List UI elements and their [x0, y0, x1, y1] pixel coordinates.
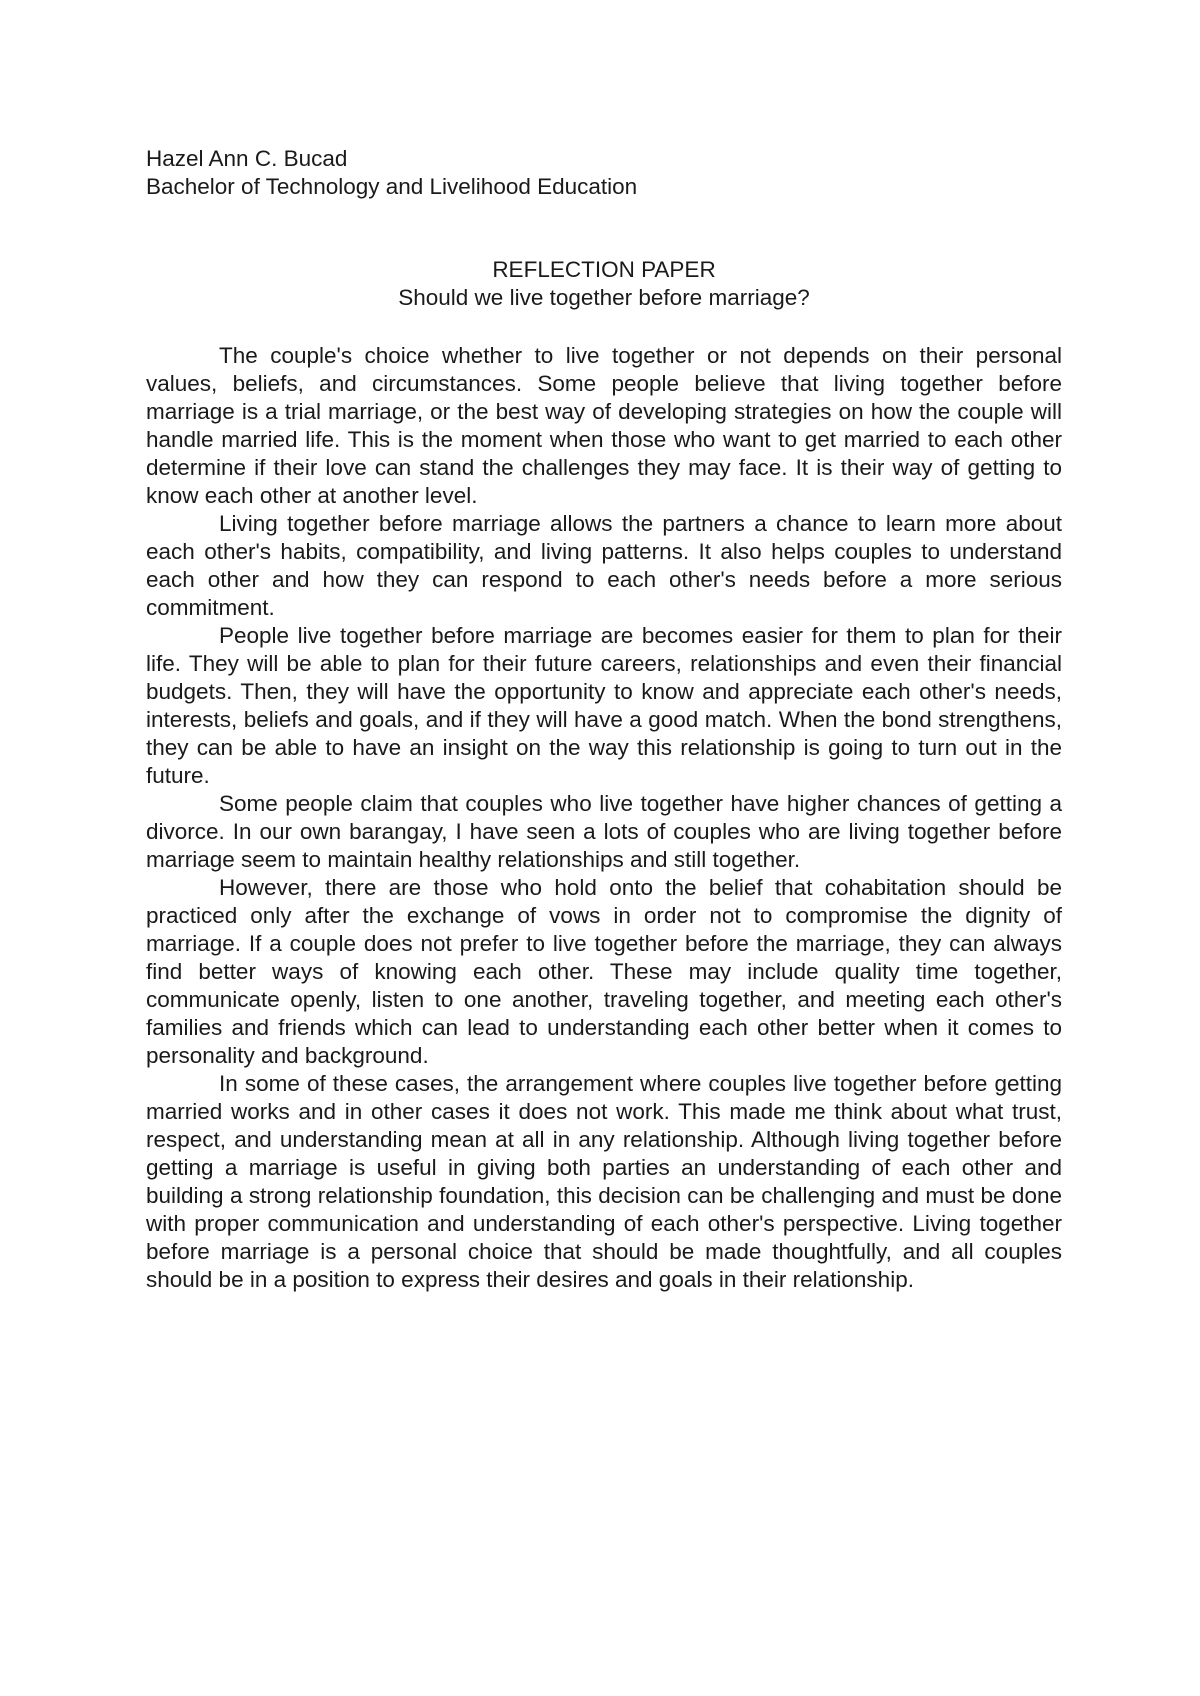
- author-block: [146, 145, 1062, 201]
- author-program: Bachelor of Technology and Livelihood Education: [146, 174, 638, 199]
- body-paragraph: People live together before marriage are becomes easier for them to plan for their life. They will be able to plan for their future careers, relationships and even their financial budgets. Then, they will have the opportunity to know and appreciate each other's needs, interests, beliefs and goals, and if they will have a good match. When the bond strengthens, they can be able to have an insight on the way this relationship is going to turn out in the future.: [146, 623, 1062, 788]
- body-paragraph: However, there are those who hold onto the belief that cohabitation should be practiced only after the exchange of vows in order not to compromise the dignity of marriage. If a couple does not prefer to live together before the marriage, they can always find better ways of knowing each other. These may include quality time together, communicate openly, listen to one another, traveling together, and meeting each other's families and friends which can lead to understanding each other better when it comes to personality and background.: [146, 875, 1062, 1068]
- body-paragraph: Some people claim that couples who live together have higher chances of getting a divorce. In our own barangay, I have seen a lots of couples who are living together before marriage seem to maintain healthy relationships and still together.: [146, 791, 1062, 872]
- paper-title: REFLECTION PAPER: [492, 257, 716, 282]
- heading-block: [146, 256, 1062, 312]
- body-paragraph: In some of these cases, the arrangement where couples live together before getting married works and in other cases it does not work. This made me think about what trust, respect, and understanding mean at all in any relationship. Although living together before getting a marriage is useful in giving both parties an understanding of each other and building a strong relationship foundation, this decision can be challenging and must be done with proper communication and understanding of each other's perspective. Living together before marriage is a personal choice that should be made thoughtfully, and all couples should be in a position to express their desires and goals in their relationship.: [146, 1071, 1062, 1292]
- body-paragraph: Living together before marriage allows the partners a chance to learn more about each other's habits, compatibility, and living patterns. It also helps couples to understand each other and how they can respond to each other's needs before a more serious commitment.: [146, 511, 1062, 620]
- author-name: Hazel Ann C. Bucad: [146, 146, 348, 171]
- body-paragraph: The couple's choice whether to live together or not depends on their personal values, beliefs, and circumstances. Some people believe that living together before marriage is a trial marriage, or the best way of developing strategies on how the couple will handle married life. This is the moment when those who want to get married to each other determine if their love can stand the challenges they may face. It is their way of getting to know each other at another level.: [146, 343, 1062, 508]
- body-text: [146, 342, 1062, 1294]
- paper-subtitle: Should we live together before marriage?: [398, 285, 810, 310]
